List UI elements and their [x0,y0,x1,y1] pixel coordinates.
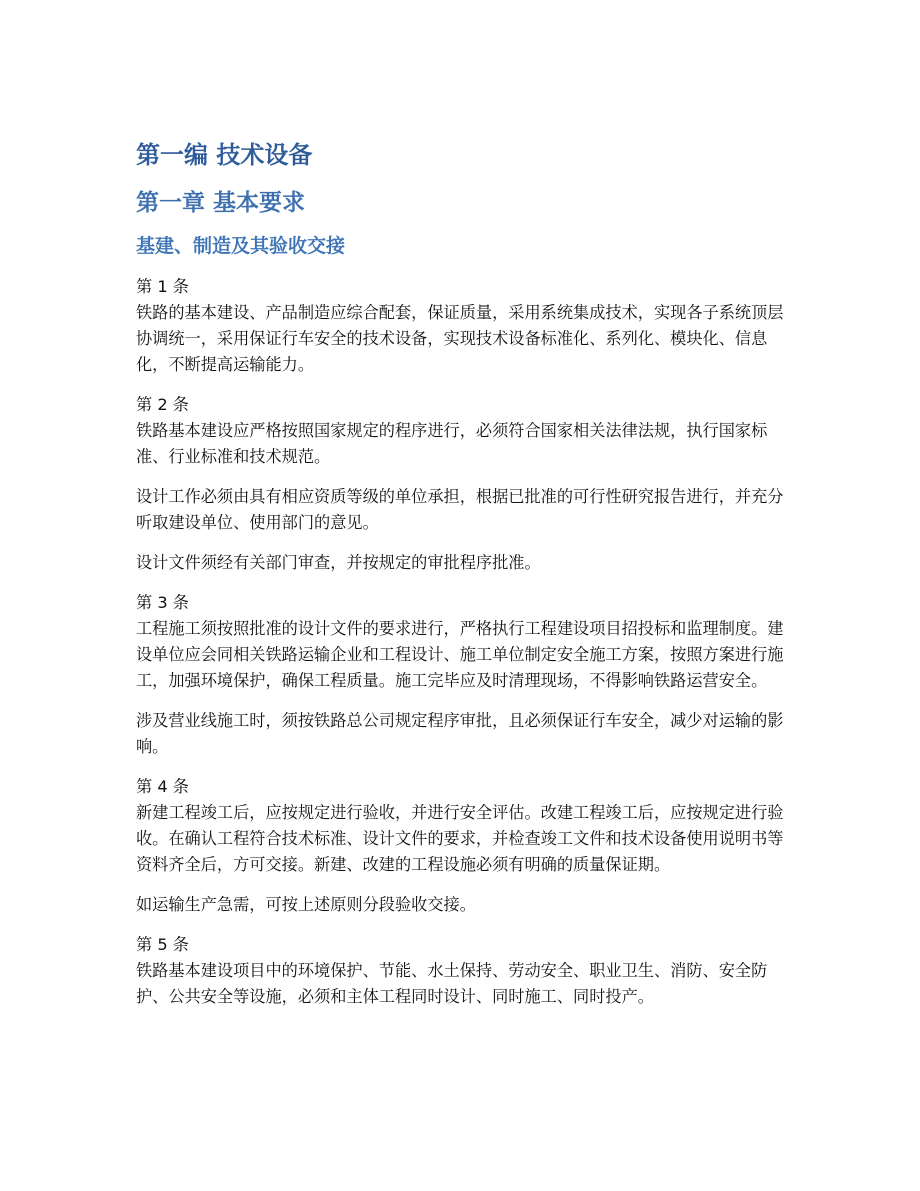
article-paragraph: 设计工作必须由具有相应资质等级的单位承担，根据已批准的可行性研究报告进行，并充分听取建设单位、使用部门的意见。 [136,487,784,532]
article-paragraph: 铁路基本建设项目中的环境保护、节能、水土保持、劳动安全、职业卫生、消防、安全防护、公共安全等设施，必须和主体工程同时设计、同时施工、同时投产。 [136,961,768,1006]
part-heading: 第一编 技术设备 [136,141,313,169]
chapter-heading: 第一章 基本要求 [136,190,306,216]
article-4 [136,774,786,918]
article-paragraph: 新建工程竣工后，应按规定进行验收，并进行安全评估。改建工程竣工后，应按规定进行验收。在确认工程符合技术标准、设计文件的要求，并检查竣工文件和技术设备使用说明书等资料齐全后，方可交接。新建、改建的工程设施必须有明确的质量保证期。 [136,803,784,874]
article-paragraph: 设计文件须经有关部门审查，并按规定的审批程序批准。 [136,553,541,572]
article-1 [136,274,786,378]
section-heading: 基建、制造及其验收交接 [136,235,346,257]
article-title: 第 5 条 [136,935,189,954]
article-5 [136,932,786,1010]
article-title: 第 3 条 [136,593,189,612]
article-title: 第 2 条 [136,395,189,414]
article-paragraph: 涉及营业线施工时，须按铁路总公司规定程序审批，且必须保证行车安全，减少对运输的影响。 [136,711,784,756]
article-title: 第 4 条 [136,777,189,796]
article-3 [136,590,786,760]
article-paragraph: 工程施工须按照批准的设计文件的要求进行，严格执行工程建设项目招投标和监理制度。建设单位应会同相关铁路运输企业和工程设计、施工单位制定安全施工方案，按照方案进行施工，加强环境保护，确保工程质量。施工完毕应及时清理现场，不得影响铁路运营安全。 [136,619,784,690]
article-paragraph: 如运输生产急需，可按上述原则分段验收交接。 [136,895,476,914]
article-paragraph: 铁路基本建设应严格按照国家规定的程序进行，必须符合国家相关法律法规，执行国家标准、行业标准和技术规范。 [136,421,768,466]
article-2 [136,392,786,576]
article-title: 第 1 条 [136,277,189,296]
article-paragraph: 铁路的基本建设、产品制造应综合配套，保证质量，采用系统集成技术，实现各子系统顶层协调统一，采用保证行车安全的技术设备，实现技术设备标准化、系列化、模块化、信息化，不断提高运输能力。 [136,303,784,374]
